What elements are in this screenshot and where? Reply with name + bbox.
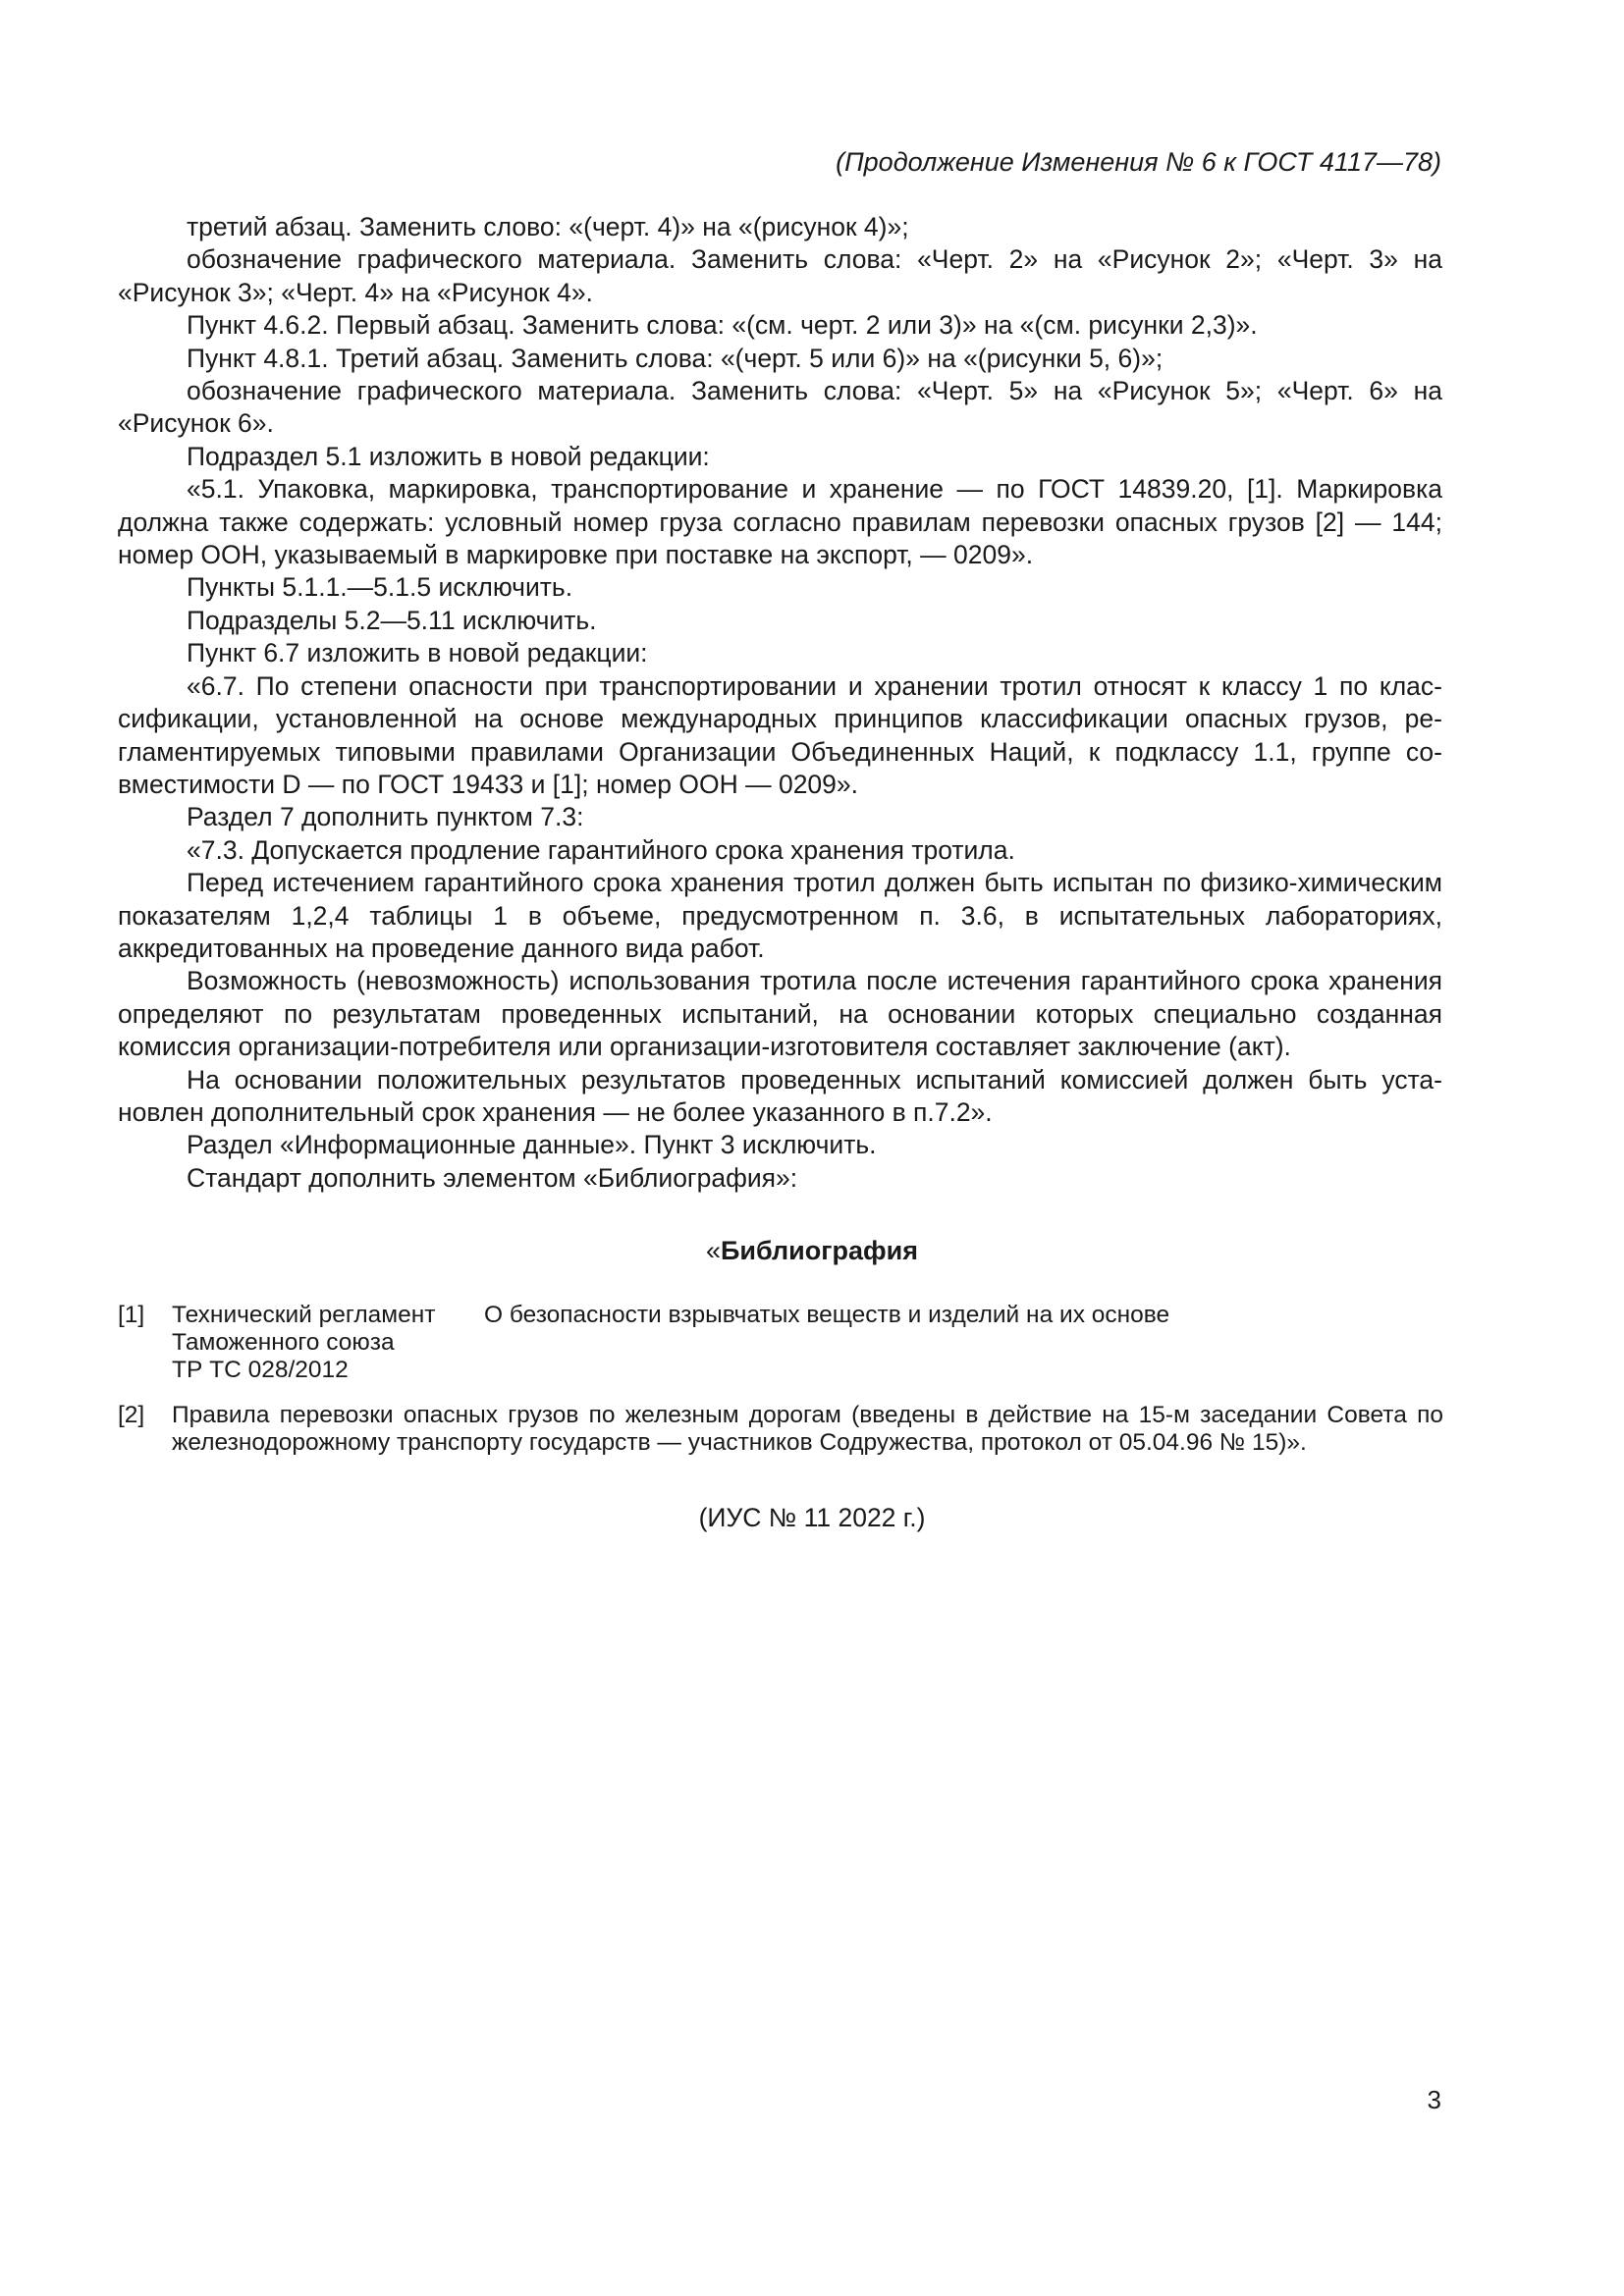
bibliography-entry-number: [1] — [118, 1302, 145, 1328]
bibliography-entry-source — [172, 1302, 466, 1384]
paragraph: Пункт 4.8.1. Третий абзац. Заменить слова: «(черт. 5 или 6)» на «(рисунки 5, 6)»; — [187, 343, 1164, 373]
bibliography-entry-number: [2] — [118, 1402, 145, 1428]
paragraph: Перед истечением гарантийного срока хранения тротил должен быть испытан по физико-химическим показателям 1,2,4 таблицы 1 в объеме, предусмотренном п. 3.6, в испытательных лабораториях, аккредитованных на проведение данного вида работ. — [118, 868, 1442, 963]
paragraph: Пункт 6.7 изложить в новой редакции: — [187, 638, 648, 668]
bibliography-entry-title: О безопасности взрывчатых веществ и изделий на их основе — [484, 1302, 1170, 1328]
bibliography-entry-text: Правила перевозки опасных грузов по железным дорогам (введены в действие на 15-м заседании Совета по железнодорожному транспорту государств — участников Содружества, протокол от 05.04.96 № 15)». — [172, 1402, 1443, 1456]
paragraph: «5.1. Упаковка, маркировка, транспортирование и хранение — по ГОСТ 14839.20, [1]. Маркировка должна также содержать: условный номер груза согласно правилам перевозки опасных грузов [2] — 144; номер ООН, указываемый в маркировке при поставке на экспорт, — 0209». — [118, 474, 1442, 570]
paragraph: Стандарт дополнить элементом «Библиография»: — [187, 1162, 798, 1193]
bibliography-source-line: ТР ТС 028/2012 — [172, 1357, 349, 1383]
paragraph: Подраздел 5.1 изложить в новой редакции: — [187, 441, 710, 471]
bibliography-heading — [0, 1236, 1624, 1266]
paragraph: обозначение графического материала. Заменить слова: «Черт. 2» на «Рисунок 2»; «Черт. 3» на «Рисунок 3»; «Черт. 4» на «Рисунок 4». — [118, 244, 1442, 307]
bibliography-open-quote: « — [705, 1236, 722, 1265]
bibliography-source-line: Технический регламент — [172, 1302, 436, 1328]
paragraph: обозначение графического материала. Заменить слова: «Черт. 5» на «Рисунок 5»; «Черт. 6» на «Рисунок 6». — [118, 376, 1442, 439]
paragraph: Пункты 5.1.1.—5.1.5 исключить. — [187, 572, 573, 603]
bibliography-entry — [118, 1302, 1443, 1390]
paragraph: Раздел «Информационные данные». Пункт 3 исключить. — [187, 1130, 877, 1160]
bibliography-entry — [118, 1402, 1443, 1461]
paragraph: третий абзац. Заменить слово: «(черт. 4)» на «(рисунок 4)»; — [187, 212, 909, 241]
paragraph: «7.3. Допускается продление гарантийного срока хранения тротила. — [187, 834, 1015, 865]
paragraph: На основании положительных результатов проведенных испытаний комиссией должен быть установлен дополнительный срок хранения — не более указанного в п.7.2». — [118, 1064, 1442, 1127]
ius-reference: (ИУС № 11 2022 г.) — [698, 1503, 926, 1532]
paragraph: Раздел 7 дополнить пунктом 7.3: — [187, 802, 584, 832]
continuation-header: (Продолжение Изменения № 6 к ГОСТ 4117—78) — [836, 147, 1441, 177]
bibliography-title: Библиография — [721, 1236, 918, 1265]
paragraph: Подразделы 5.2—5.11 исключить. — [187, 605, 597, 635]
amendment-body — [118, 211, 1442, 1195]
page-number: 3 — [1427, 2085, 1441, 2114]
paragraph: Возможность (невозможность) использования тротила после истечения гарантийного срока хранения определяют по результатам проведенных испытаний, на основании которых специально созданная комиссия организации-потребителя или организации-изготовителя составляет заключение (акт). — [118, 966, 1442, 1062]
paragraph: Пункт 4.6.2. Первый абзац. Заменить слова: «(см. черт. 2 или 3)» на «(см. рисунки 2,3)». — [187, 310, 1258, 341]
bibliography-source-line: Таможенного союза — [172, 1329, 395, 1356]
paragraph: «6.7. По степени опасности при транспортировании и хранении тротил относят к классу 1 по классификации, установленной на основе международных принципов классификации опасных грузов, регламентируемых типовыми правилами Организации Объединенных Наций, к подклассу 1.1, группе совместимости D — по ГОСТ 19433 и [1]; номер ООН — 0209». — [118, 670, 1442, 799]
